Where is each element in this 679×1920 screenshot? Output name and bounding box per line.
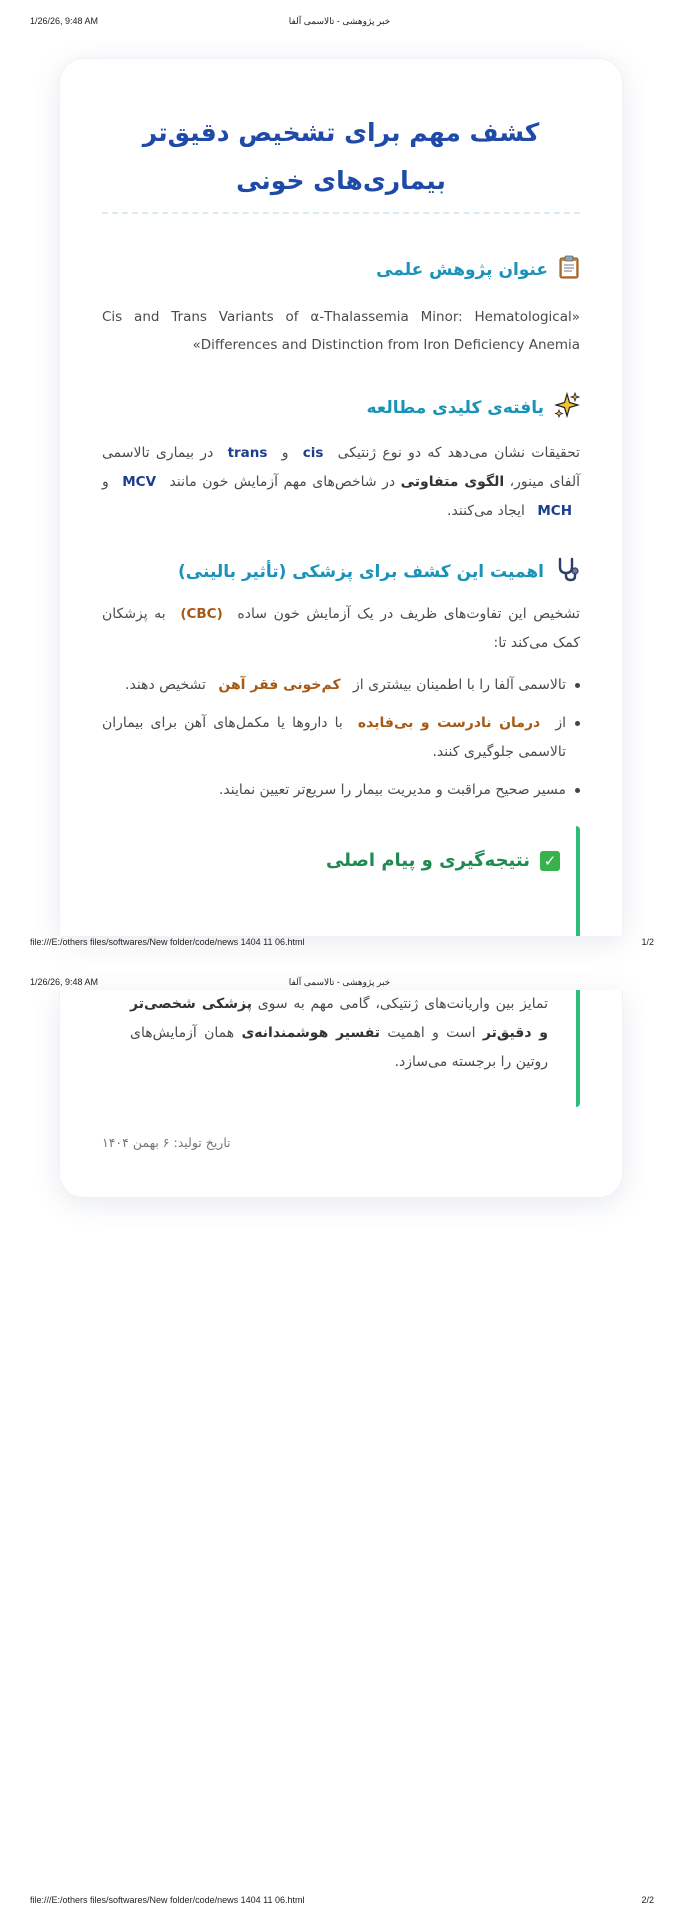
finding-text: و — [281, 445, 289, 461]
conclusion-text: تمایز بین واریانت‌های ژنتیکی، گامی مهم به سوی — [257, 996, 548, 1012]
production-date: تاریخ تولید: ۶ بهمن ۱۴۰۴ — [102, 1135, 231, 1150]
article-title — [60, 109, 622, 205]
conclusion-heading-text: نتیجه‌گیری و پیام اصلی — [325, 850, 530, 871]
article-card — [59, 58, 623, 936]
conclusion-heading — [326, 850, 560, 871]
smart-interpretation-highlight: تفسیر هوشمندانه‌ی — [241, 1025, 381, 1041]
print-page-title: خبر پژوهشی - تالاسمی آلفا — [288, 977, 391, 987]
key-finding-paragraph — [102, 439, 580, 526]
paper-title: «Cis and Trans Variants of α-Thalassemia Minor: Hematological Differences and Distinction from Iron Deficiency Anemia» — [102, 309, 580, 353]
iron-deficiency-highlight: کم‌خونی فقر آهن — [218, 677, 341, 693]
title-line-2: بیماری‌های خونی — [236, 166, 446, 195]
cbc-highlight: (CBC) — [180, 606, 223, 622]
list-item — [102, 709, 566, 767]
personalized-medicine-highlight: پزشکی شخصی‌تر و دقیق‌تر — [130, 996, 548, 1041]
list-item — [102, 671, 566, 700]
keyword-cis: cis — [302, 445, 324, 461]
article-card-continued — [59, 990, 623, 1198]
clinical-intro — [102, 600, 580, 658]
finding-text: در بیماری تالاسمی آلفای مینور، — [102, 445, 581, 490]
keyword-mcv: MCV — [122, 474, 157, 490]
print-datetime: 1/26/26, 9:48 AM — [30, 977, 99, 987]
keyword-trans: trans — [227, 445, 268, 461]
sparkles-icon — [554, 392, 580, 424]
wrong-treatment-highlight: درمان نادرست و بی‌فایده — [357, 715, 541, 731]
intro-text: به پزشکان کمک می‌کند تا: — [102, 606, 580, 651]
finding-text: ایجاد می‌کنند. — [447, 503, 525, 519]
section-key-finding-heading — [367, 392, 581, 424]
print-file-path: file:///E:/others files/softwares/New folder/code/news 1404 11 06.html — [30, 1895, 305, 1905]
print-page-title: خبر پژوهشی - تالاسمی آلفا — [288, 16, 391, 26]
clinical-benefits-list — [102, 671, 580, 814]
print-page-number: 1/2 — [641, 937, 654, 947]
bullet-text: از — [555, 715, 566, 731]
section-research-title-heading — [376, 255, 580, 285]
list-item — [102, 776, 566, 805]
finding-text: و — [102, 474, 109, 490]
clipboard-icon — [558, 255, 580, 285]
title-line-1: کشف مهم برای تشخیص دقیق‌تر — [142, 118, 540, 147]
stethoscope-icon — [554, 556, 580, 588]
bullet-text: مسیر صحیح مراقبت و مدیریت بیمار را سریع‌تر تعیین نمایند. — [218, 782, 566, 798]
section-clinical-impact-heading — [178, 556, 580, 588]
bullet-text: با داروها یا مکمل‌های آهن برای بیماران تالاسمی جلوگیری کنند. — [102, 715, 566, 760]
conclusion-text: همان آزمایش‌های روتین را برجسته می‌سازد. — [130, 1025, 548, 1070]
section-heading-text: یافته‌ی کلیدی مطالعه — [366, 398, 544, 418]
bullet-text: تالاسمی آلفا را با اطمینان بیشتری از — [353, 677, 566, 693]
conclusion-text: است و اهمیت — [387, 1025, 476, 1041]
intro-text: تشخیص این تفاوت‌های ظریف در یک آزمایش خون ساده — [237, 606, 581, 622]
section-heading-text: عنوان پژوهش علمی — [376, 260, 548, 280]
conclusion-accent-bar — [576, 990, 580, 1107]
section-heading-text: اهمیت این کشف برای پزشکی (تأثیر بالینی) — [178, 562, 544, 582]
conclusion-accent-bar — [576, 826, 580, 936]
print-page-number: 2/2 — [641, 1895, 654, 1905]
finding-text: در شاخص‌های مهم آزمایش خون مانند — [169, 474, 396, 490]
print-datetime: 1/26/26, 9:48 AM — [30, 16, 99, 26]
check-mark-icon: ✓ — [540, 851, 560, 871]
title-divider — [102, 212, 580, 214]
bullet-text: تشخیص دهند. — [125, 677, 206, 693]
conclusion-paragraph — [130, 990, 548, 1077]
print-file-path: file:///E:/others files/softwares/New folder/code/news 1404 11 06.html — [30, 937, 305, 947]
keyword-mch: MCH — [537, 503, 572, 519]
finding-text: تحقیقات نشان می‌دهد که دو نوع ژنتیکی — [337, 445, 581, 461]
highlight-pattern: الگوی متفاوتی — [400, 474, 505, 490]
